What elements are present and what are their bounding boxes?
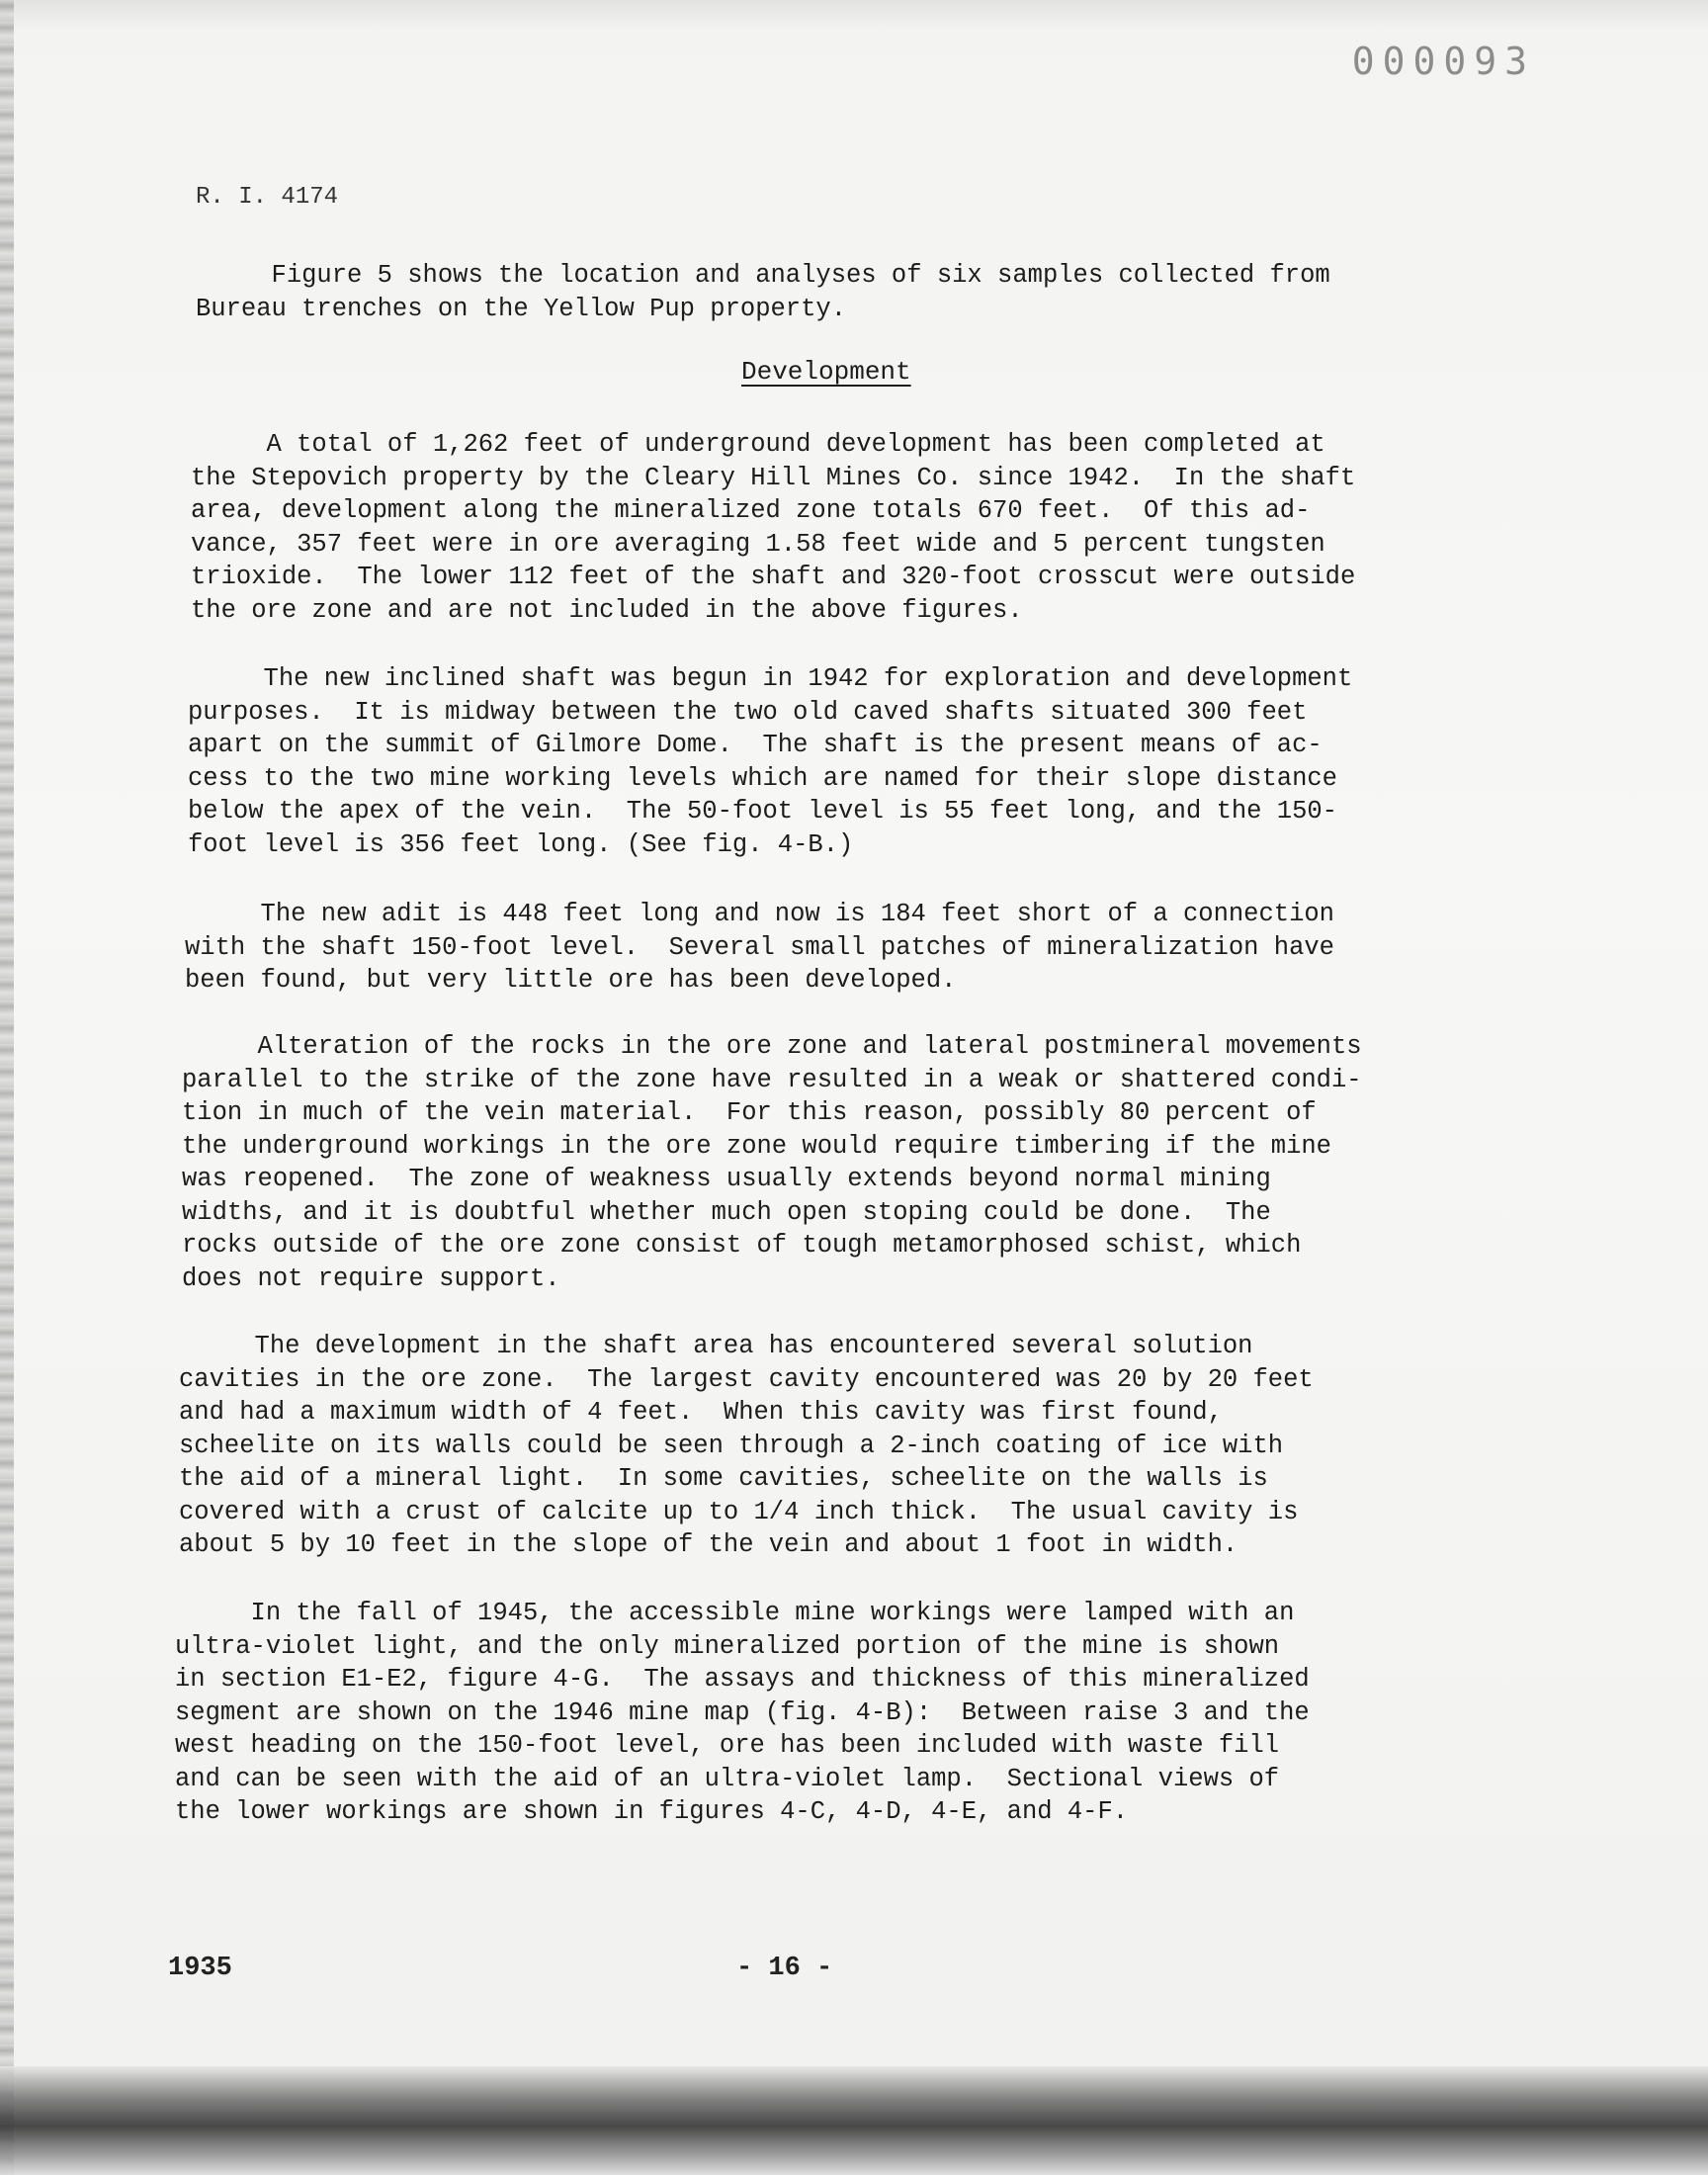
paragraph-development-total: A total of 1,262 feet of underground development has been completed at the Stepovich property by the Cleary Hill Mines Co. since 1942. In the shaft area, development along the mineralized zone totals 670 feet. Of this ad- vance, 357 feet were in ore averaging 1.58 feet wide and 5 percent tungsten trioxide. The lower 112 feet of the shaft and 320-foot crosscut were outside the ore zone and are not included in the above figures.: [191, 430, 1356, 625]
scan-top-shade: [0, 0, 1708, 30]
page-stamp-number: 000093: [1351, 40, 1535, 83]
footer-year: 1935: [168, 1954, 232, 1983]
paragraph-new-adit: The new adit is 448 feet long and now is 184 feet short of a connection with the shaft 150-foot level. Several small patches of mineralization have been found, but very little ore has been developed.: [185, 900, 1334, 995]
scan-bottom-band: [0, 2066, 1708, 2175]
paragraph-alteration: Alteration of the rocks in the ore zone and lateral postmineral movements parallel to the strike of the zone have resulted in a weak or shattered condi- tion in much of the vein material. For this reason, possibly 80 percent of the underground workings in the ore zone would require timbering if the mine was reopened. The zone of weakness usually extends beyond normal mining widths, and it is doubtful whether much open stoping could be done. The rocks outside of the ore zone consist of tough metamorphosed schist, which does not require support.: [182, 1032, 1362, 1293]
paragraph-inclined-shaft: The new inclined shaft was begun in 1942 for exploration and development purposes. It is midway between the two old caved shafts situated 300 feet apart on the summit of Gilmore Dome. The shaft is the present means of ac- cess to the two mine working levels which are named for their slope distance below the apex of the vein. The 50-foot level is 55 feet long, and the 150- foot level is 356 feet long. (See fig. 4-B.): [188, 664, 1353, 859]
section-heading: Development: [741, 357, 911, 387]
scan-left-edge: [0, 0, 14, 2175]
paragraph-fall-1945: In the fall of 1945, the accessible mine workings were lamped with an ultra-violet light, and the only mineralized portion of the mine is shown in section E1-E2, figure 4-G. The assays and thickness of this mineralized segment are shown on the 1946 mine map (fig. 4-B): Between raise 3 and the west heading on the 150-foot level, ore has been included with waste fill and can be seen with the aid of an ultra-violet lamp. Sectional views of the lower workings are shown in figures 4-C, 4-D, 4-E, and 4-F.: [175, 1599, 1310, 1826]
page-number: - 16 -: [736, 1954, 833, 1983]
report-reference: R. I. 4174: [196, 184, 339, 211]
intro-paragraph: Figure 5 shows the location and analyses of six samples collected from Bureau trenches on the Yellow Pup property.: [196, 261, 1330, 323]
paragraph-solution-cavities: The development in the shaft area has encountered several solution cavities in the ore zone. The largest cavity encountered was 20 by 20 feet and had a maximum width of 4 feet. When this cavity was first found, scheelite on its walls could be seen through a 2-inch coating of ice with the aid of a mineral light. In some cavities, scheelite on the walls is covered with a crust of calcite up to 1/4 inch thick. The usual cavity is about 5 by 10 feet in the slope of the vein and about 1 foot in width.: [179, 1332, 1314, 1559]
